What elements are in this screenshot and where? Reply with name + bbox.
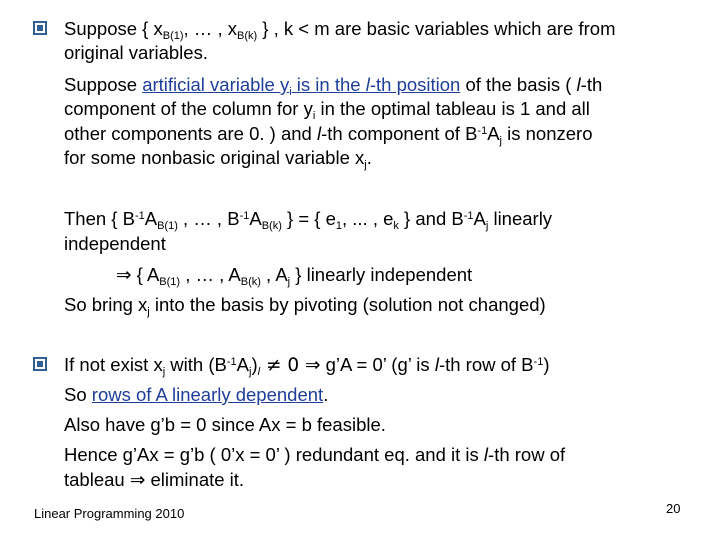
b1-line-6: for some nonbasic original variable $x_j$. (64, 147, 372, 171)
implies-arrow-icon: ⇒ (129, 470, 146, 491)
b2-line-5: tableau ⇒ eliminate it. (64, 469, 245, 491)
b1-line-10: So bring $x_j$ into the basis by pivoting (solution not changed) (64, 294, 546, 318)
b2-line-1: If not exist $x_j$ with $(B^{-1}A_j)_l \ne 0$ ⇒ g’A = 0’ (g’ is l-th row of $B^{-1}$) (64, 354, 550, 378)
rows-dependent-phrase: rows of A linearly dependent (91, 384, 324, 405)
b1-line-1: Suppose { $x_{B(1)}$, … , $x_{B(k)}$ } , k < m are basic variables which are from (64, 18, 616, 42)
b1-line-7: Then { $B^{-1}A_{B(1)}$ , … , $B^{-1}A_{B(k)}$ } = { $e_1$, ... , $e_k$ } and $B^{-1}A_j$ linearly (64, 208, 553, 232)
bullet-2-icon (33, 357, 47, 371)
page-number: 20 (666, 501, 681, 516)
b1-line-2: original variables. (64, 42, 208, 63)
b1-line-9: ⇒ { $A_{B(1)}$ , … , $A_{B(k)}$ , $A_j$ } linearly independent (116, 264, 473, 288)
b2-line-4: Hence g’Ax = g’b ( 0’x = 0’ ) redundant eq. and it is l-th row of (64, 444, 566, 465)
b1-line-8: independent (64, 233, 166, 254)
b2-line-3: Also have g’b = 0 since Ax = b feasible. (64, 414, 386, 435)
implies-arrow-icon: ⇒ (304, 355, 321, 376)
b1-line-4: component of the column for $y_i$ in the optimal tableau is 1 and all (64, 98, 590, 122)
b2-line-2: So rows of A linearly dependent. (64, 384, 329, 405)
implies-arrow-icon: ⇒ (116, 265, 132, 286)
b1-line-5: other components are 0. ) and l-th component of $B^{-1}A_j$ is nonzero (64, 123, 593, 147)
bullet-1-icon (33, 21, 47, 35)
artificial-variable-phrase: artificial variable $y_i$ is in the l-th position (142, 74, 461, 98)
b1-line-3: Suppose artificial variable $y_i$ is in the l-th position of the basis ( l-th (64, 74, 603, 98)
footer-course-title: Linear Programming 2010 (34, 506, 185, 521)
